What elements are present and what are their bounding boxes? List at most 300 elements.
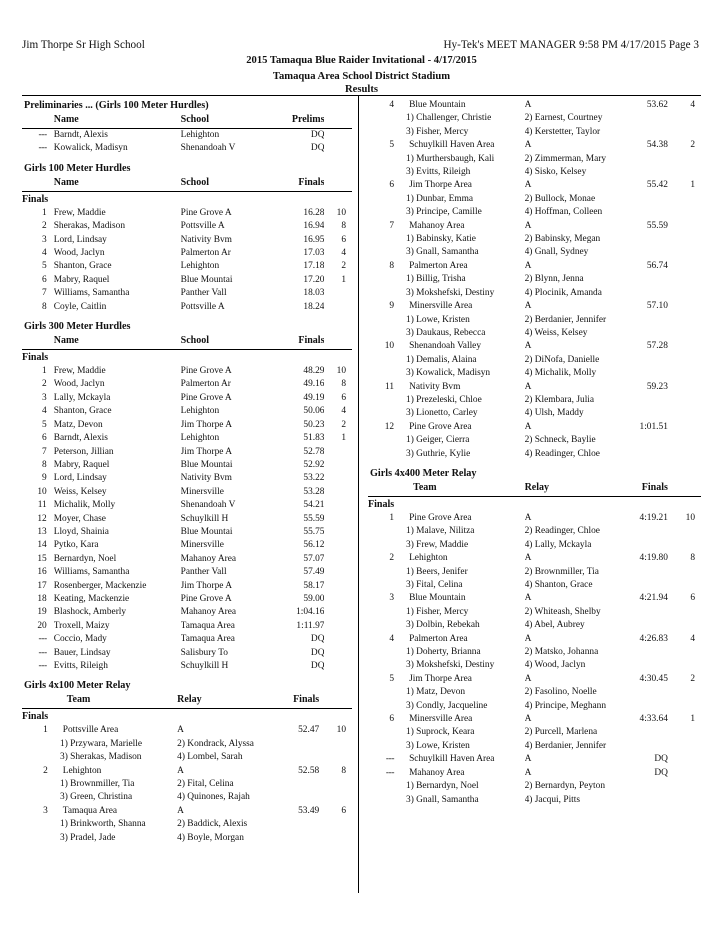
mark-cell: 52.58 [298, 765, 320, 776]
round-label-row [368, 496, 701, 512]
school-cell: Palmerton Ar [180, 248, 231, 259]
school-cell: Pine Grove A [180, 392, 232, 403]
relay-cell: A [177, 725, 184, 736]
mark-cell: 56.12 [303, 540, 325, 551]
relay-leg-row [368, 166, 701, 179]
school-cell: Blue Mountai [180, 459, 233, 470]
table-row [22, 274, 352, 287]
athlete-name-cell: Michalik, Molly [53, 500, 116, 511]
round-label: Finals [368, 498, 395, 510]
mark-cell: 16.94 [303, 221, 325, 232]
place-cell: 3 [389, 593, 395, 604]
place-cell: 1 [43, 725, 48, 736]
athlete-name-cell: Keating, Mackenzie [53, 593, 130, 604]
athlete-name-cell: Weiss, Kelsey [53, 486, 107, 497]
school-cell: Lehighton [180, 130, 220, 140]
place-cell: --- [38, 143, 47, 154]
event-block [22, 99, 352, 156]
points-cell [324, 287, 352, 300]
relay-leg: 3) Mokshefski, Destiny [406, 287, 495, 298]
relay-leg: 3) Green, Christina [60, 792, 133, 803]
points-cell [668, 381, 701, 394]
relay-leg-row [368, 314, 701, 327]
athlete-name-cell: Blashock, Amberly [53, 607, 127, 618]
relay-leg-row [368, 700, 701, 713]
team-cell: Blue Mountain [409, 593, 466, 604]
mark-cell: 50.23 [303, 419, 325, 430]
relay-leg: 2) Berdanier, Jennifer [524, 314, 607, 325]
relay-leg: 2) DiNofa, Danielle [524, 354, 600, 365]
points-cell: 1 [341, 274, 346, 285]
points-cell [324, 301, 352, 314]
table-row [22, 129, 352, 143]
header-school: School [181, 176, 272, 192]
relay-cell: A [524, 553, 532, 564]
table-header-row [22, 693, 352, 709]
table-header-row [22, 176, 352, 192]
relay-leg: 3) Pradel, Jade [60, 832, 116, 843]
mark-cell: DQ [310, 661, 325, 671]
relay-cell: A [177, 805, 184, 816]
school-cell: Minersville [180, 540, 224, 551]
relay-leg: 4) Weiss, Kelsey [524, 327, 588, 338]
section-label: Results [345, 84, 378, 95]
points-cell [668, 340, 701, 353]
relay-leg: 2) Earnest, Courtney [524, 113, 603, 124]
points-cell: 8 [690, 553, 695, 564]
team-cell: Pine Grove Area [409, 512, 472, 523]
relay-leg-row [22, 818, 352, 831]
relay-leg: 3) Principe, Camille [406, 207, 482, 218]
header-mark: Finals [272, 176, 325, 192]
relay-leg: 3) Sherakas, Madison [60, 752, 142, 763]
relay-leg: 4) Wood, Jaclyn [524, 660, 586, 671]
athlete-name-cell: Frew, Maddie [53, 207, 106, 218]
place-cell: --- [38, 661, 47, 671]
place-cell: 1 [42, 207, 47, 218]
table-row [368, 421, 701, 434]
table-row [368, 139, 701, 152]
school-cell: Jim Thorpe A [180, 580, 233, 591]
relay-leg: 4) Abel, Aubrey [524, 620, 585, 631]
points-cell [324, 660, 352, 673]
place-cell: 5 [389, 140, 395, 151]
table-row [368, 300, 701, 313]
school-cell: Panther Vall [180, 567, 227, 578]
relay-leg: 2) Matsko, Johanna [524, 647, 599, 658]
relay-leg: 2) Brownmiller, Tia [524, 566, 599, 577]
school-cell: Nativity Bvm [180, 234, 232, 245]
athlete-name-cell: Evitts, Rileigh [53, 661, 108, 671]
relay-leg-row [368, 434, 701, 447]
points-cell [324, 499, 352, 512]
results-table [368, 481, 701, 807]
relay-leg: 1) Brownmiller, Tia [60, 779, 135, 790]
points-cell [324, 647, 352, 660]
round-label-row [22, 191, 352, 207]
round-label-row [22, 350, 352, 366]
points-cell: 10 [685, 512, 695, 523]
table-row [22, 499, 352, 512]
host-school-name: Jim Thorpe Sr High School [22, 39, 145, 51]
points-cell: 4 [690, 100, 695, 110]
mark-cell: 4:30.45 [639, 673, 668, 684]
points-cell: 2 [690, 140, 695, 151]
team-cell: Nativity Bvm [409, 381, 461, 392]
header-points [319, 693, 352, 709]
relay-leg-row [368, 659, 701, 672]
relay-leg: 1) Babinsky, Katie [406, 234, 476, 245]
place-cell: 4 [42, 248, 47, 259]
relay-leg-row [368, 153, 701, 166]
points-cell [668, 260, 701, 273]
round-label: Finals [22, 711, 49, 723]
place-cell: 2 [42, 379, 47, 390]
place-cell: 3 [42, 392, 47, 403]
team-cell: Pine Grove Area [409, 421, 472, 432]
place-cell: --- [38, 647, 47, 658]
relay-leg-row [368, 794, 701, 807]
relay-leg-row [368, 539, 701, 552]
mark-cell: 57.10 [646, 301, 668, 312]
place-cell: 9 [389, 301, 395, 312]
event-block [22, 679, 352, 845]
school-cell: Blue Mountai [180, 526, 233, 537]
mark-cell: 59.23 [646, 381, 668, 392]
header-finals: Finals [256, 693, 319, 709]
school-cell: Pine Grove A [180, 366, 232, 377]
place-cell: 14 [37, 540, 47, 551]
header-school: School [181, 113, 272, 129]
relay-leg: 3) Condly, Jacqueline [406, 700, 488, 711]
points-cell: 2 [690, 673, 695, 684]
points-cell [324, 513, 352, 526]
athlete-name-cell: Williams, Samantha [53, 288, 130, 299]
table-row [368, 767, 701, 780]
mark-cell: 58.17 [303, 580, 325, 591]
left-column [22, 99, 352, 845]
mark-cell: 52.78 [303, 446, 325, 457]
school-cell: Mahanoy Area [180, 553, 237, 564]
table-row [22, 724, 352, 737]
place-cell: 13 [37, 526, 47, 537]
points-cell: 6 [341, 392, 346, 403]
points-cell [324, 580, 352, 593]
points-cell [324, 633, 352, 646]
table-row [22, 378, 352, 391]
relay-leg: 3) Evitts, Rileigh [406, 167, 471, 178]
table-row [22, 580, 352, 593]
athlete-name-cell: Coccio, Mady [53, 634, 107, 645]
mark-cell: 54.21 [303, 500, 325, 511]
relay-leg: 3) Lionetto, Carley [406, 408, 478, 419]
mark-cell: 52.92 [303, 459, 325, 470]
relay-leg: 2) Bullock, Monae [524, 193, 596, 204]
relay-leg: 1) Brinkworth, Shanna [60, 819, 146, 830]
place-cell: 20 [37, 620, 47, 631]
athlete-name-cell: Lally, Mckayla [53, 392, 111, 403]
team-cell: Schuylkill Haven Area [409, 754, 495, 765]
place-cell: 7 [42, 288, 47, 299]
table-row [22, 539, 352, 552]
event-title: Girls 4x400 Meter Relay [370, 467, 477, 479]
table-row [22, 606, 352, 619]
mark-cell: 56.74 [646, 260, 668, 271]
relay-cell: A [524, 714, 532, 725]
school-cell: Salisbury To [180, 647, 228, 658]
header-points [324, 334, 352, 350]
relay-leg: 1) Prezeleski, Chloe [406, 394, 482, 405]
team-cell: Palmerton Area [409, 260, 468, 271]
event-block [22, 162, 352, 314]
points-cell: 6 [341, 234, 346, 245]
table-row [368, 592, 701, 605]
event-block [368, 99, 701, 461]
team-cell: Shenandoah Valley [409, 341, 482, 352]
mark-cell: 59.00 [303, 593, 325, 604]
relay-leg: 3) Daukaus, Rebecca [406, 327, 486, 338]
relay-leg: 1) Bernardyn, Noel [406, 781, 479, 792]
table-row [368, 179, 701, 192]
relay-leg: 4) Sisko, Kelsey [524, 167, 587, 178]
team-cell: Minersville Area [409, 301, 473, 312]
athlete-name-cell: Lloyd, Shainia [53, 526, 109, 537]
table-row [22, 513, 352, 526]
event-title: Girls 300 Meter Hurdles [24, 321, 131, 333]
header-place [22, 176, 54, 192]
event-title: Girls 100 Meter Hurdles [24, 162, 131, 174]
relay-cell: A [524, 512, 532, 523]
team-cell: Palmerton Area [409, 633, 468, 644]
points-cell [324, 526, 352, 539]
header-team: Team [401, 481, 524, 497]
place-cell: 10 [384, 341, 395, 352]
relay-leg-row [368, 206, 701, 219]
place-cell: 5 [389, 673, 395, 684]
place-cell: 11 [37, 500, 47, 511]
relay-leg: 3) Fisher, Mercy [406, 126, 469, 137]
relay-leg-row [368, 193, 701, 206]
relay-cell: A [524, 301, 532, 312]
header-school: School [181, 334, 272, 350]
relay-leg: 3) Gnall, Samantha [406, 247, 479, 258]
relay-leg-row [368, 686, 701, 699]
team-cell: Mahanoy Area [409, 767, 465, 778]
round-label: Finals [22, 352, 49, 364]
table-row [368, 381, 701, 394]
mark-cell: DQ [654, 754, 668, 765]
table-row [22, 765, 352, 778]
relay-cell: A [524, 633, 532, 644]
points-cell [324, 486, 352, 499]
mark-cell: DQ [310, 634, 325, 645]
relay-leg-row [368, 126, 701, 139]
mark-cell: 4:21.94 [639, 593, 668, 604]
place-cell: 9 [42, 473, 47, 484]
table-header-row [22, 113, 352, 129]
table-row [22, 234, 352, 247]
table-row [22, 660, 352, 673]
relay-leg-row [368, 112, 701, 125]
relay-leg-row [368, 726, 701, 739]
points-cell: 8 [341, 379, 346, 390]
relay-leg: 4) Kerstetter, Taylor [524, 126, 601, 137]
place-cell: 7 [389, 220, 395, 231]
place-cell: 6 [42, 274, 47, 285]
mark-cell: 49.19 [303, 392, 325, 403]
relay-leg: 3) Frew, Maddie [406, 539, 469, 550]
table-row [22, 220, 352, 233]
school-cell: Mahanoy Area [180, 607, 237, 618]
table-row [22, 486, 352, 499]
results-table [22, 176, 352, 314]
school-cell: Minersville [180, 486, 224, 497]
header-points [668, 481, 701, 497]
event-title: Girls 4x100 Meter Relay [24, 680, 131, 692]
relay-leg: 2) Readinger, Chloe [524, 526, 600, 537]
athlete-name-cell: Matz, Devon [53, 419, 103, 430]
athlete-name-cell: Peterson, Jillian [53, 446, 114, 457]
mark-cell: 1:01.51 [639, 421, 668, 432]
relay-leg: 1) Suprock, Keara [406, 727, 475, 738]
mark-cell: 1:04.16 [296, 607, 325, 618]
mark-cell: 53.22 [303, 473, 325, 484]
school-cell: Nativity Bvm [180, 473, 232, 484]
relay-leg: 1) Geiger, Cierra [406, 435, 470, 446]
relay-leg: 4) Plocinik, Amanda [524, 287, 602, 298]
points-cell: 10 [336, 207, 346, 218]
place-cell: 18 [37, 593, 47, 604]
points-cell: 10 [336, 366, 346, 377]
mark-cell: 57.49 [303, 567, 325, 578]
points-cell [324, 606, 352, 619]
relay-leg: 2) Klembara, Julia [524, 394, 595, 405]
relay-leg: 4) Boyle, Morgan [177, 832, 244, 843]
points-cell: 2 [341, 419, 346, 430]
place-cell: 7 [42, 446, 47, 457]
relay-leg-row [22, 738, 352, 751]
mark-cell: 18.03 [303, 288, 325, 299]
header-relay: Relay [177, 693, 256, 709]
relay-leg-row [368, 354, 701, 367]
table-row [22, 405, 352, 418]
header-rule [22, 95, 701, 96]
table-row [22, 566, 352, 579]
place-cell: 5 [42, 261, 47, 272]
place-cell: 12 [384, 421, 395, 432]
relay-leg: 4) Principe, Meghann [524, 700, 607, 711]
page-header [22, 38, 701, 94]
points-cell [324, 539, 352, 552]
right-column [368, 99, 701, 807]
table-row [22, 472, 352, 485]
table-row [368, 340, 701, 353]
relay-leg-row [368, 273, 701, 286]
place-cell: 1 [389, 512, 395, 523]
relay-leg: 4) Readinger, Chloe [524, 448, 600, 459]
event-title: Preliminaries ... (Girls 100 Meter Hurdles) [24, 100, 209, 111]
relay-cell: A [524, 421, 532, 432]
table-row [22, 620, 352, 633]
mark-cell: 17.03 [303, 248, 325, 259]
mark-cell: 53.62 [646, 100, 668, 110]
event-block [22, 320, 352, 673]
relay-leg: 3) Dolbin, Rebekah [406, 620, 480, 631]
mark-cell: 57.28 [646, 341, 668, 352]
relay-cell: A [524, 341, 532, 352]
relay-leg: 3) Fital, Celina [406, 580, 463, 590]
mark-cell: 55.75 [303, 526, 325, 537]
relay-leg-row [368, 367, 701, 380]
athlete-name-cell: Pytko, Kara [53, 540, 99, 551]
table-row [22, 593, 352, 606]
school-cell: Blue Mountai [180, 274, 233, 285]
header-name: Name [54, 113, 181, 129]
team-cell: Lehighton [409, 553, 448, 564]
mark-cell: 17.18 [303, 261, 325, 272]
place-cell: 2 [43, 765, 48, 776]
relay-leg-row [368, 327, 701, 340]
points-cell [324, 472, 352, 485]
points-cell: 10 [336, 725, 346, 736]
table-row [22, 365, 352, 378]
athlete-name-cell: Wood, Jaclyn [53, 379, 105, 390]
place-cell: 10 [37, 486, 47, 497]
header-team: Team [55, 693, 177, 709]
results-table [22, 693, 352, 845]
place-cell: --- [385, 754, 395, 765]
school-cell: Tamaqua Area [180, 634, 235, 645]
table-row [22, 647, 352, 660]
place-cell: 11 [385, 381, 395, 392]
table-row [22, 301, 352, 314]
team-cell: Pottsville Area [62, 725, 119, 736]
place-cell: 3 [43, 805, 48, 816]
points-cell [668, 220, 701, 233]
athlete-name-cell: Kowalick, Madisyn [53, 143, 128, 154]
athlete-name-cell: Bauer, Lindsay [53, 647, 111, 658]
athlete-name-cell: Williams, Samantha [53, 567, 130, 578]
relay-leg-row [368, 606, 701, 619]
relay-leg-row [368, 780, 701, 793]
team-cell: Jim Thorpe Area [409, 180, 472, 191]
header-top-row [22, 38, 701, 52]
relay-cell: A [524, 767, 532, 778]
relay-cell: A [524, 593, 532, 604]
relay-cell: A [524, 381, 532, 392]
place-cell: 6 [42, 433, 47, 444]
athlete-name-cell: Troxell, Maizy [53, 620, 110, 631]
relay-leg: 4) Lally, Mckayla [524, 539, 592, 550]
place-cell: 16 [37, 567, 47, 578]
relay-leg-row [368, 394, 701, 407]
points-cell: 6 [341, 805, 346, 816]
relay-leg: 3) Guthrie, Kylie [406, 448, 471, 459]
relay-leg: 2) Purcell, Marlena [524, 727, 598, 738]
place-cell: 6 [389, 714, 395, 725]
relay-leg: 2) Fital, Celina [177, 779, 234, 790]
relay-leg: 1) Doherty, Brianna [406, 647, 481, 658]
relay-cell: A [524, 180, 532, 191]
mark-cell: DQ [310, 647, 325, 658]
relay-leg: 1) Malave, Nilitza [406, 526, 475, 537]
relay-leg: 3) Mokshefski, Destiny [406, 660, 495, 671]
school-cell: Schuylkill H [180, 661, 229, 671]
relay-leg-row [368, 448, 701, 461]
school-cell: Palmerton Ar [180, 379, 231, 390]
table-row [368, 220, 701, 233]
mark-cell: DQ [310, 130, 325, 140]
